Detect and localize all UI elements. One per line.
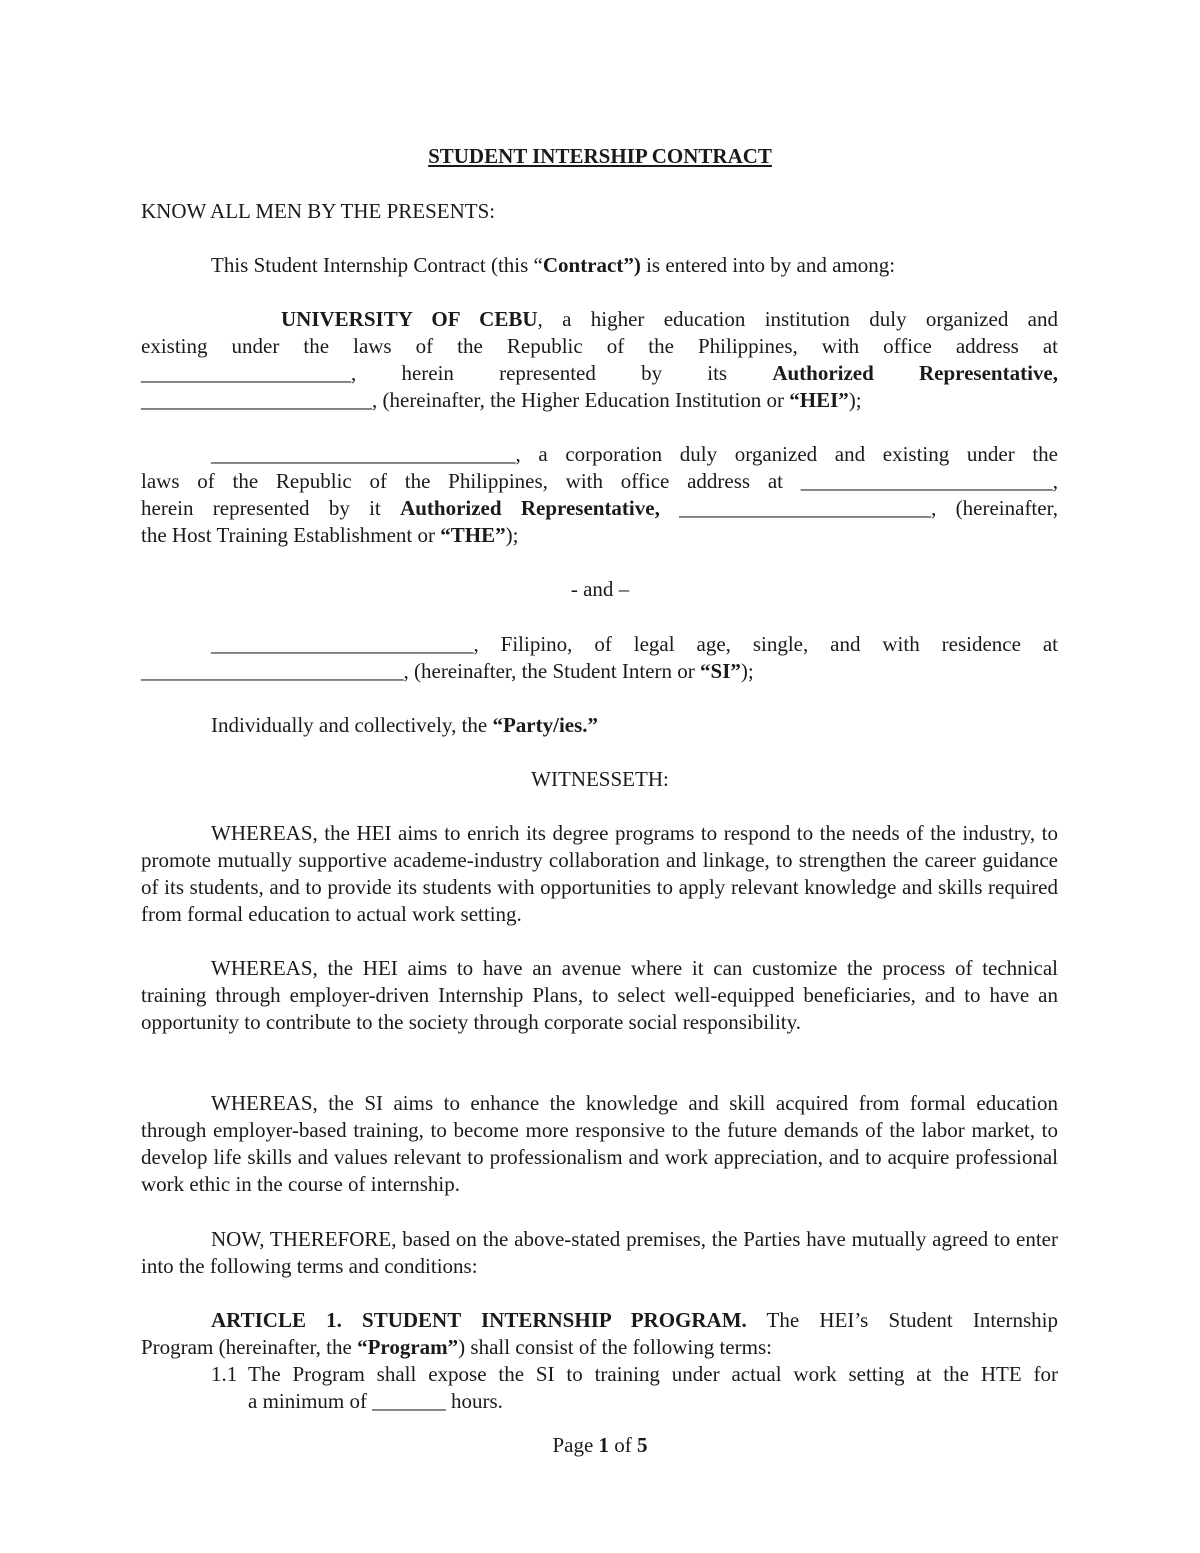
whereas-paragraph-2: WHEREAS, the HEI aims to have an avenue where it can customize the process of technical training through employer-driven Internship Plans, to select well-equipped beneficiaries, and to have an opportunity to contribute to the society through corporate social responsibility. — [141, 956, 1058, 1034]
and-separator: - and – — [570, 577, 630, 601]
hei-party-line-1: UNIVERSITY OF CEBU, a higher education institution duly organized and — [281, 307, 1058, 331]
article-1-heading: ARTICLE 1. STUDENT INTERNSHIP PROGRAM. — [211, 1308, 747, 1332]
hte-party-line-1: _____________________________, a corporation duly organized and existing under the — [211, 442, 1058, 466]
article-1-item-number: 1.1 — [211, 1362, 238, 1386]
intro-line: This Student Internship Contract (this “Contract”) is entered into by and among: — [211, 253, 896, 277]
document-title: STUDENT INTERSHIP CONTRACT — [428, 144, 772, 168]
hte-party-line-3: herein represented by it Authorized Representative, ________________________, (hereinafter, — [141, 496, 1058, 520]
article-1-item-line-1: The Program shall expose the SI to training under actual work setting at the HTE for — [248, 1362, 1058, 1386]
hei-party-line-3: ____________________, herein represented by its Authorized Representative, — [141, 361, 1058, 385]
article-1-line-2: Program (hereinafter, the “Program”) shall consist of the following terms: — [141, 1335, 772, 1359]
hei-party-line-2: existing under the laws of the Republic of the Philippines, with office address at — [141, 334, 1058, 358]
hte-party-line-2: laws of the Republic of the Philippines, with office address at ________________________, — [141, 469, 1058, 493]
total-page-number: 5 — [637, 1433, 648, 1457]
si-party-line-2: _________________________, (hereinafter, the Student Intern or “SI”); — [141, 659, 754, 683]
hei-party-line-4: ______________________, (hereinafter, the Higher Education Institution or “HEI”); — [141, 388, 862, 412]
article-1-line-1: ARTICLE 1. STUDENT INTERNSHIP PROGRAM. The HEI’s Student Internship — [211, 1308, 1058, 1332]
current-page-number: 1 — [598, 1433, 610, 1457]
know-all-line: KNOW ALL MEN BY THE PRESENTS: — [141, 199, 496, 223]
now-therefore-paragraph: NOW, THEREFORE, based on the above-stated premises, the Parties have mutually agreed to enter into the following terms and conditions: — [141, 1227, 1058, 1278]
collective-line: Individually and collectively, the “Party/ies.” — [211, 713, 599, 737]
article-1-item-line-2: a minimum of _______ hours. — [248, 1389, 503, 1413]
whereas-paragraph-1: WHEREAS, the HEI aims to enrich its degree programs to respond to the needs of the industry, to promote mutually supportive academe-industry collaboration and linkage, to strengthen the career guidance of its students, and to provide its students with opportunities to apply relevant knowledge and skills required from formal education to actual work setting. — [141, 821, 1058, 926]
hte-party-line-4: the Host Training Establishment or “THE”); — [141, 523, 519, 547]
si-party-line-1: _________________________, Filipino, of legal age, single, and with residence at — [211, 632, 1058, 656]
whereas-paragraph-3: WHEREAS, the SI aims to enhance the knowledge and skill acquired from formal education through employer-based training, to become more responsive to the future demands of the labor market, to develop life skills and values relevant to professionalism and work appreciation, and to acquire professional work ethic in the course of internship. — [141, 1091, 1058, 1196]
page-footer: Page 1 of 5 — [552, 1433, 648, 1457]
witnesseth-heading: WITNESSETH: — [531, 767, 669, 791]
